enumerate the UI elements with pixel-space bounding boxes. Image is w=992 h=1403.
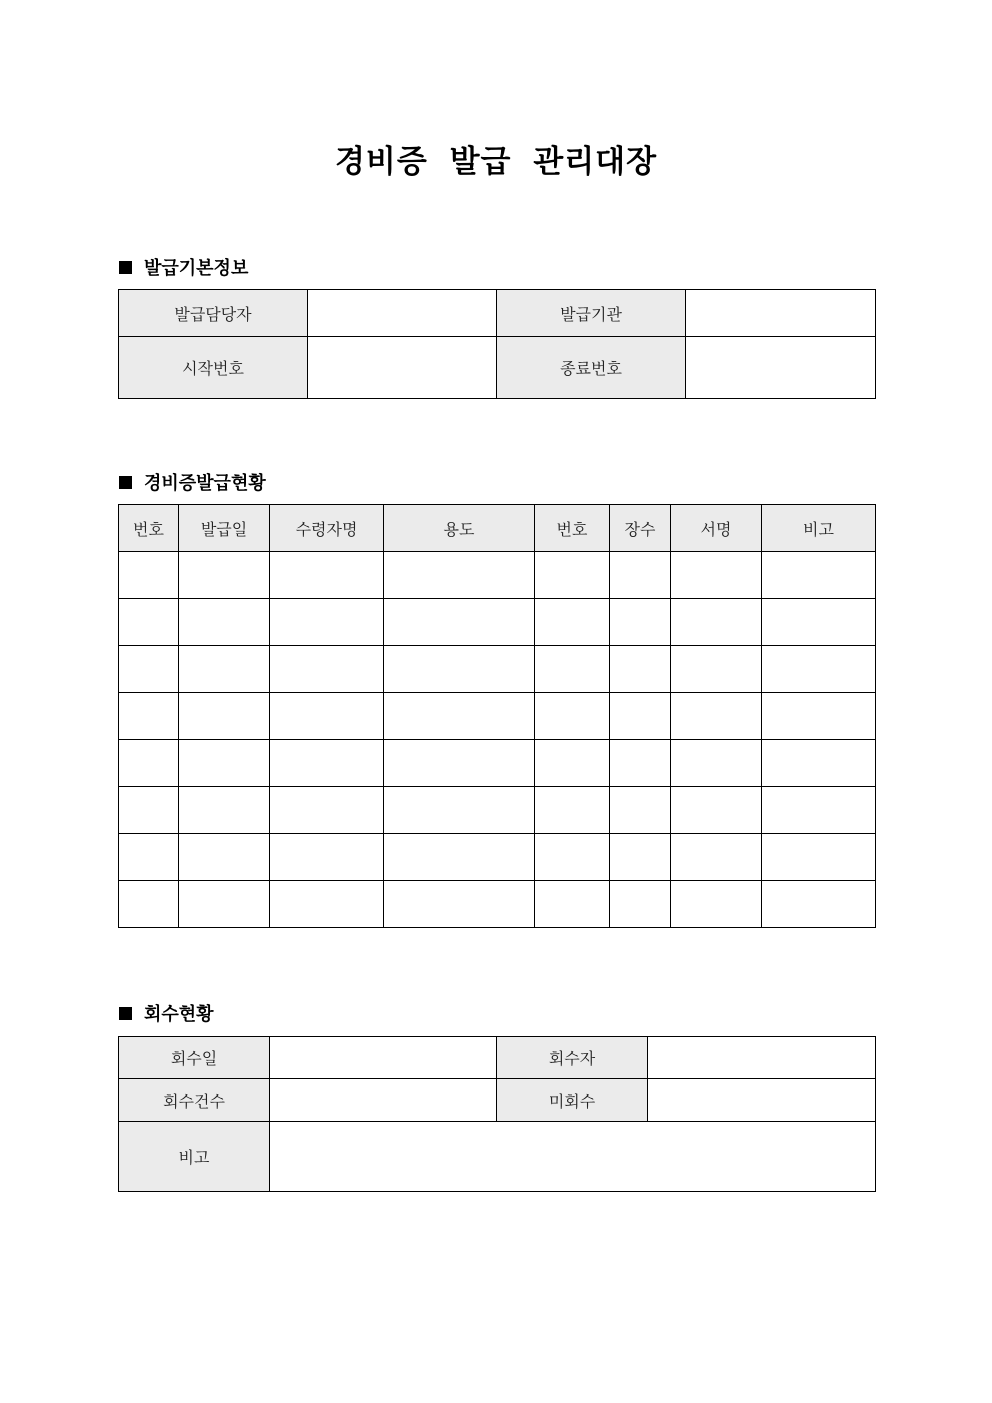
table-row xyxy=(119,552,876,599)
table-cell[interactable] xyxy=(610,693,671,740)
table-row xyxy=(119,1079,876,1122)
issuing-agency-label: 발급기관 xyxy=(497,290,686,337)
table-row xyxy=(119,599,876,646)
column-header: 비고 xyxy=(762,505,876,552)
column-header: 수령자명 xyxy=(270,505,384,552)
table-cell[interactable] xyxy=(671,646,762,693)
table-cell[interactable] xyxy=(535,646,610,693)
section-heading-label: 발급기본정보 xyxy=(144,258,249,279)
section-heading-basic-info xyxy=(119,254,248,280)
table-cell[interactable] xyxy=(384,599,535,646)
table-cell[interactable] xyxy=(119,646,179,693)
issuer-label: 발급담당자 xyxy=(119,290,308,337)
table-cell[interactable] xyxy=(671,834,762,881)
table-cell[interactable] xyxy=(610,646,671,693)
table-cell[interactable] xyxy=(762,693,876,740)
table-cell[interactable] xyxy=(119,881,179,928)
table-cell[interactable] xyxy=(179,646,270,693)
recovery-count-label: 회수건수 xyxy=(119,1079,270,1122)
section-heading-issuance xyxy=(119,469,266,495)
table-cell[interactable] xyxy=(535,787,610,834)
table-cell[interactable] xyxy=(119,599,179,646)
table-row xyxy=(119,881,876,928)
issuing-agency-field[interactable] xyxy=(686,290,876,337)
table-cell[interactable] xyxy=(762,740,876,787)
table-cell[interactable] xyxy=(179,740,270,787)
section-heading-label: 회수현황 xyxy=(144,1004,214,1025)
table-cell[interactable] xyxy=(270,646,384,693)
recovery-count-field[interactable] xyxy=(270,1079,497,1122)
end-number-label: 종료번호 xyxy=(497,337,686,399)
table-cell[interactable] xyxy=(179,787,270,834)
table-cell[interactable] xyxy=(762,787,876,834)
issuance-table xyxy=(118,504,876,928)
recovery-table xyxy=(118,1036,876,1192)
square-bullet-icon xyxy=(119,1007,132,1020)
table-cell[interactable] xyxy=(535,552,610,599)
table-cell[interactable] xyxy=(119,552,179,599)
section-heading-label: 경비증발급현황 xyxy=(144,473,266,494)
end-number-field[interactable] xyxy=(686,337,876,399)
table-cell[interactable] xyxy=(119,787,179,834)
issuance-rows xyxy=(119,552,876,928)
table-cell[interactable] xyxy=(762,881,876,928)
table-cell[interactable] xyxy=(119,693,179,740)
table-cell[interactable] xyxy=(762,552,876,599)
column-header: 번호 xyxy=(119,505,179,552)
page-title: 경비증 발급 관리대장 xyxy=(334,144,658,180)
table-header-row xyxy=(119,505,876,552)
table-cell[interactable] xyxy=(270,740,384,787)
table-cell[interactable] xyxy=(762,599,876,646)
table-cell[interactable] xyxy=(610,834,671,881)
table-cell[interactable] xyxy=(535,693,610,740)
table-cell[interactable] xyxy=(384,740,535,787)
table-cell[interactable] xyxy=(671,740,762,787)
table-cell[interactable] xyxy=(535,834,610,881)
table-cell[interactable] xyxy=(671,552,762,599)
table-row xyxy=(119,693,876,740)
table-cell[interactable] xyxy=(671,787,762,834)
column-header: 용도 xyxy=(384,505,535,552)
table-cell[interactable] xyxy=(671,881,762,928)
section-heading-recovery xyxy=(119,1000,214,1026)
table-cell[interactable] xyxy=(179,552,270,599)
table-cell[interactable] xyxy=(610,740,671,787)
recovered-by-label: 회수자 xyxy=(497,1037,648,1079)
table-cell[interactable] xyxy=(384,881,535,928)
table-cell[interactable] xyxy=(671,693,762,740)
issuer-field[interactable] xyxy=(308,290,497,337)
table-cell[interactable] xyxy=(384,552,535,599)
table-cell[interactable] xyxy=(119,834,179,881)
table-row xyxy=(119,1037,876,1079)
table-cell[interactable] xyxy=(610,881,671,928)
table-cell[interactable] xyxy=(535,740,610,787)
recovery-date-field[interactable] xyxy=(270,1037,497,1079)
table-cell[interactable] xyxy=(610,552,671,599)
column-header: 번호 xyxy=(535,505,610,552)
table-cell[interactable] xyxy=(762,834,876,881)
table-cell[interactable] xyxy=(671,599,762,646)
table-cell[interactable] xyxy=(270,599,384,646)
table-cell[interactable] xyxy=(535,881,610,928)
table-cell[interactable] xyxy=(384,787,535,834)
table-cell[interactable] xyxy=(535,599,610,646)
table-row xyxy=(119,787,876,834)
table-row xyxy=(119,337,876,399)
table-row xyxy=(119,834,876,881)
table-row xyxy=(119,290,876,337)
table-cell[interactable] xyxy=(179,599,270,646)
unrecovered-label: 미회수 xyxy=(497,1079,648,1122)
table-cell[interactable] xyxy=(270,693,384,740)
table-cell[interactable] xyxy=(762,646,876,693)
recovery-date-label: 회수일 xyxy=(119,1037,270,1079)
table-cell[interactable] xyxy=(384,834,535,881)
table-cell[interactable] xyxy=(610,787,671,834)
table-cell[interactable] xyxy=(610,599,671,646)
table-cell[interactable] xyxy=(384,646,535,693)
table-row xyxy=(119,1122,876,1192)
table-row xyxy=(119,740,876,787)
start-number-field[interactable] xyxy=(308,337,497,399)
column-header: 장수 xyxy=(610,505,671,552)
table-row xyxy=(119,646,876,693)
table-cell[interactable] xyxy=(270,881,384,928)
square-bullet-icon xyxy=(119,261,132,274)
column-header: 발급일 xyxy=(179,505,270,552)
unrecovered-field[interactable] xyxy=(648,1079,876,1122)
column-header: 서명 xyxy=(671,505,762,552)
table-cell[interactable] xyxy=(270,787,384,834)
basic-info-table xyxy=(118,289,876,399)
square-bullet-icon xyxy=(119,476,132,489)
table-cell[interactable] xyxy=(270,834,384,881)
table-cell[interactable] xyxy=(179,834,270,881)
note-field[interactable] xyxy=(270,1122,876,1192)
recovered-by-field[interactable] xyxy=(648,1037,876,1079)
table-cell[interactable] xyxy=(119,740,179,787)
table-cell[interactable] xyxy=(179,693,270,740)
table-cell[interactable] xyxy=(384,693,535,740)
table-cell[interactable] xyxy=(179,881,270,928)
table-cell[interactable] xyxy=(270,552,384,599)
start-number-label: 시작번호 xyxy=(119,337,308,399)
note-label: 비고 xyxy=(119,1122,270,1192)
